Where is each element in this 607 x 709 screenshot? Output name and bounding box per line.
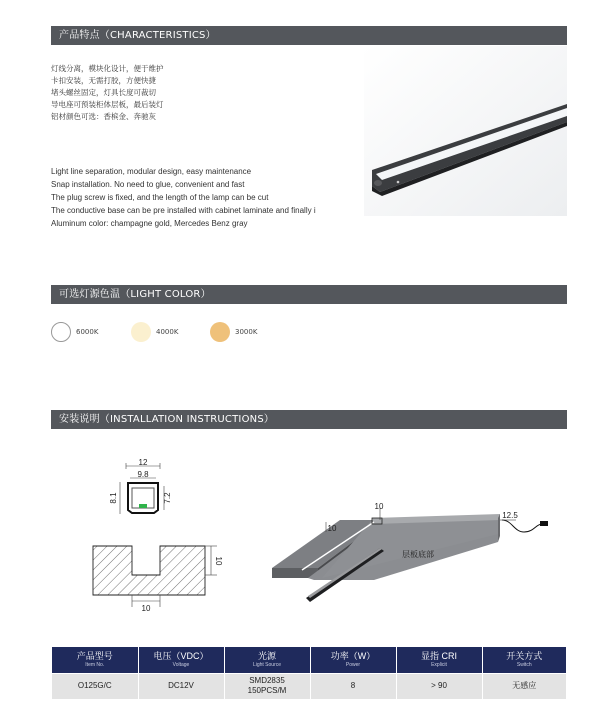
header-light-source: 光源 Light Source — [224, 647, 310, 673]
installation-diagram — [262, 498, 562, 608]
header-cri: 显指 CRI Explicit — [396, 647, 482, 673]
feature-en-3: The plug screw is fixed, and the length of the lamp can be cut — [51, 193, 269, 202]
feature-en-5: Aluminum color: champagne gold, Mercedes Benz gray — [51, 219, 248, 228]
feature-cn-4: 导电座可预装柜体层板，最后装灯 — [51, 100, 164, 109]
header-voltage: 电压（VDC） Voltage — [138, 647, 224, 673]
cell-voltage: DC12V — [138, 673, 224, 699]
spec-table — [52, 647, 566, 699]
swatch-3000k — [210, 322, 230, 342]
shelf-cut-diagram — [90, 543, 223, 615]
cell-power: 8 — [310, 673, 396, 699]
header-switch: 开关方式 Switch — [482, 647, 566, 673]
swatch-6000k-label: 6000K — [76, 328, 99, 336]
profile-cross-section-diagram — [108, 458, 178, 518]
swatch-4000k-label: 4000K — [156, 328, 179, 336]
cell-item-no: O125G/C — [52, 673, 138, 699]
swatch-3000k-label: 3000K — [235, 328, 258, 336]
shelf-bottom-label: 层板底部 — [402, 550, 434, 559]
section-header-installation: 安装说明（INSTALLATION INSTRUCTIONS） — [51, 410, 567, 429]
feature-cn-2: 卡扣安装，无需打胶，方便快捷 — [51, 76, 156, 85]
profile-width-label: 12 — [138, 458, 148, 467]
swatch-4000k — [131, 322, 151, 342]
cell-switch: 无感应 — [482, 673, 566, 699]
profile-height-label: 8.1 — [109, 492, 118, 504]
cut-depth-label: 10 — [214, 556, 223, 566]
table-row — [52, 673, 566, 699]
product-photo — [364, 46, 567, 216]
cable-offset-label: 12.5 — [502, 511, 518, 520]
cell-light-source: SMD2835 150PCS/M — [224, 673, 310, 699]
header-power: 功率（W） Power — [310, 647, 396, 673]
install-offset-label: 10 — [374, 502, 384, 511]
section-header-light-color: 可选灯源色温（LIGHT COLOR） — [51, 285, 567, 304]
section-header-characteristics: 产品特点（CHARACTERISTICS） — [51, 26, 567, 45]
feature-en-4: The conductive base can be pre installed with cabinet laminate and finally i — [51, 206, 316, 215]
feature-cn-1: 灯线分离，模块化设计，便于维护 — [51, 64, 164, 73]
feature-en-2: Snap installation. No need to glue, convenient and fast — [51, 180, 245, 189]
feature-en-1: Light line separation, modular design, easy maintenance — [51, 167, 252, 176]
install-edge-label: 10 — [327, 524, 337, 533]
feature-cn-3: 堵头螺丝固定，灯具长度可裁切 — [51, 88, 156, 97]
cut-width-label: 10 — [141, 604, 151, 613]
swatch-6000k — [51, 322, 71, 342]
spec-table-header-row — [52, 647, 566, 673]
cell-cri: > 90 — [396, 673, 482, 699]
header-item-no: 产品型号 Item No. — [52, 647, 138, 673]
feature-cn-5: 铝材颜色可选：香槟金、奔驰灰 — [51, 112, 156, 121]
profile-inner-height-label: 7.2 — [163, 492, 172, 504]
profile-inner-label: 9.8 — [137, 470, 149, 479]
